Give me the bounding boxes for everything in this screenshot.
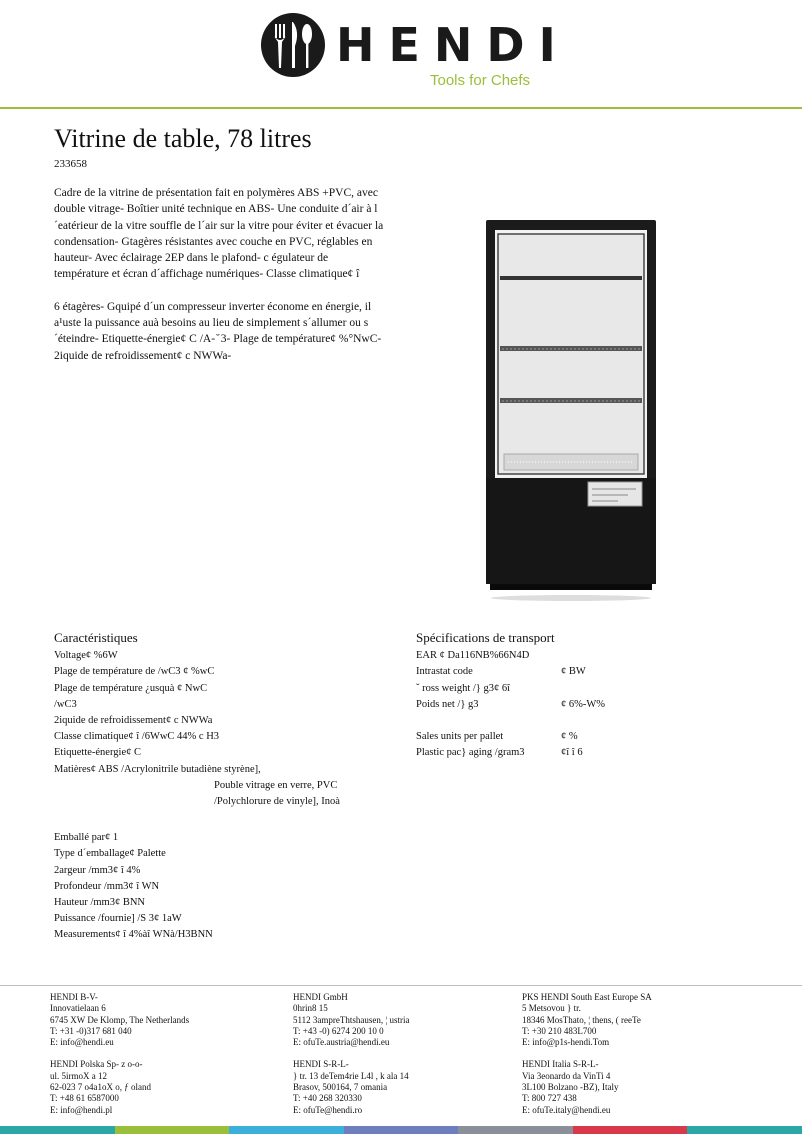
header-divider [0,107,802,109]
packing-line: Profondeur /mm3¢ î WN [54,880,160,892]
office-name: HENDI Polska Sp- z o-o- [50,1059,143,1070]
spec-line: 2iquide de refroidissement¢ c NWWa [54,715,213,727]
packing-line: Type d´emballage¢ Palette [54,848,166,860]
office-line: 5112 3ampreThtshausen, ¦ ustria [293,1014,410,1025]
office-line: Brasov, 500164, 7 omania [293,1082,388,1093]
transport-section [416,630,716,761]
ean-line: EAR ¢ Da116NB%66N4D [416,650,530,662]
characteristics-heading: Caractéristiques [54,630,138,645]
description-paragraph-2: 6 étagères- Gquipé d´un compresseur inverter économe en énergie, il a¹uste la puissance auà besoins au lieu de simplement s´allumer ou s´éteindre- Etiquette-énergie¢ C /A- ̆ 3- Plage de température¢ %°NwC- 2iquide de refroidissement¢ c NWWa- [54,300,382,362]
office-name: HENDI Italia S-R-L- [522,1059,599,1070]
packing-line: Emballé par¢ 1 [54,832,119,844]
color-bar-segment [573,1126,688,1134]
office-line: 0hrin8 15 [293,1003,328,1014]
footer-color-bar [0,1126,802,1134]
spec-line: Etiquette-énergie¢ C [54,747,141,759]
footer-column-3 [522,992,762,1116]
office-line: 62-023 7 o4a1oX o, ƒ oland [50,1082,151,1093]
spec-line: Matières¢ ABS /Acrylonitrile butadiène styrène], [54,763,261,775]
transport-heading: Spécifications de transport [416,630,555,645]
office-line: 18346 MosThato, ¦ thens, ( reeTe [522,1014,641,1025]
office-email: E: info@hendi.pl [50,1104,113,1115]
fork-knife-spoon-icon [260,12,326,78]
office-line: 5 Metsovou } tr. [522,1003,581,1014]
office-line: T: +40 268 320330 [293,1093,362,1104]
brand-name: HENDI [336,18,570,72]
header [0,0,802,110]
packing-line: Measurements¢ î 4%àî WNà/H3BNN [54,929,213,941]
color-bar-segment [687,1126,802,1134]
characteristics-section [54,630,394,944]
transport-row: Poids net /} g3 ¢ 6%-W% [416,698,606,710]
footer-divider [0,985,802,986]
office-email: E: info@p1s-hendi.Tom [522,1037,610,1048]
office-name: PKS HENDI South East Europe SA [522,992,652,1002]
office-email: E: ofuTe.italy@hendi.eu [522,1104,611,1115]
product-description [54,185,384,364]
display-fridge-image [478,214,668,604]
office-line: T: +48 61 6587000 [50,1093,119,1104]
packing-line: Hauteur /mm3¢ BNN [54,897,145,909]
color-bar-segment [115,1126,230,1134]
product-code: 233658 [54,158,87,170]
transport-row: Plastic pac} aging /gram3 ¢î î 6 [416,747,583,759]
color-bar-segment [229,1126,344,1134]
transport-row: ˇ ross weight /} g3¢ 6î [416,682,510,694]
spec-line: /wC3 [54,698,77,710]
office-line: 6745 XW De Klomp, The Netherlands [50,1014,190,1025]
description-paragraph-1: Cadre de la vitrine de présentation fait en polymères ABS +PVC, avec double vitrage- Boîtier unité technique en ABS- Une conduite d´air à l´eatérieur de la vitre souffle de l´air sur la vitre pour éviter et évacuer la condensation- Gtagères résistantes avec couche en PVC, réglables en hauteur- Avec éclairage 2EP dans le plafond- c égulateur de température et écran d´affichage numériques- Classe climatique¢ î [54,187,384,281]
product-title: Vitrine de table, 78 litres [54,124,312,153]
tagline: Tools for Chefs [430,72,531,89]
spec-line: Pouble vitrage en verre, PVC [214,779,338,791]
spec-line: Plage de température ¿usquà ¢ NwC [54,682,208,694]
office-line: T: 800 727 438 [522,1093,577,1104]
spec-line: Classe climatique¢ î /6WwC 44% c H3 [54,731,220,743]
office-line: } tr. 13 deTem4rie L4l , k ala 14 [293,1070,409,1081]
spec-line: Plage de température de /wC3 ¢ %wC [54,666,215,678]
office-name: HENDI B-V- [50,992,98,1002]
office-email: E: ofuTe.austria@hendi.eu [293,1037,390,1048]
office-line: 3L100 Bolzano -BZ), Italy [522,1082,619,1093]
color-bar-segment [0,1126,115,1134]
office-email: E: info@hendi.eu [50,1037,114,1048]
office-line: T: +31 -0)317 681 040 [50,1025,132,1036]
office-line: ul. 5irmoX a 12 [50,1070,107,1081]
office-line: Innovatielaan 6 [50,1003,106,1014]
office-name: HENDI GmbH [293,992,348,1002]
footer-column-1 [50,992,270,1116]
transport-row: Intrastat code ¢ BW [416,666,586,678]
spec-line: /Polychlorure de vinyle], Inoà [214,796,340,808]
hendi-logo [260,12,570,80]
office-line: Via 3eonardo da VinTi 4 [522,1070,611,1081]
transport-row: Sales units per pallet ¢ % [416,731,578,743]
spec-line: Voltage¢ %6W [54,650,118,662]
office-line: T: +43 -0) 6274 200 10 0 [293,1025,384,1036]
office-line: T: +30 210 483L700 [522,1025,597,1036]
footer-column-2 [293,992,503,1116]
office-email: E: ofuTe@hendi.ro [293,1104,363,1115]
packing-line: 2argeur /mm3¢ î 4% [54,864,141,876]
packing-line: Puissance /fournie] /S 3¢ 1aW [54,913,182,925]
color-bar-segment [458,1126,573,1134]
color-bar-segment [344,1126,459,1134]
office-name: HENDI S-R-L- [293,1059,349,1070]
